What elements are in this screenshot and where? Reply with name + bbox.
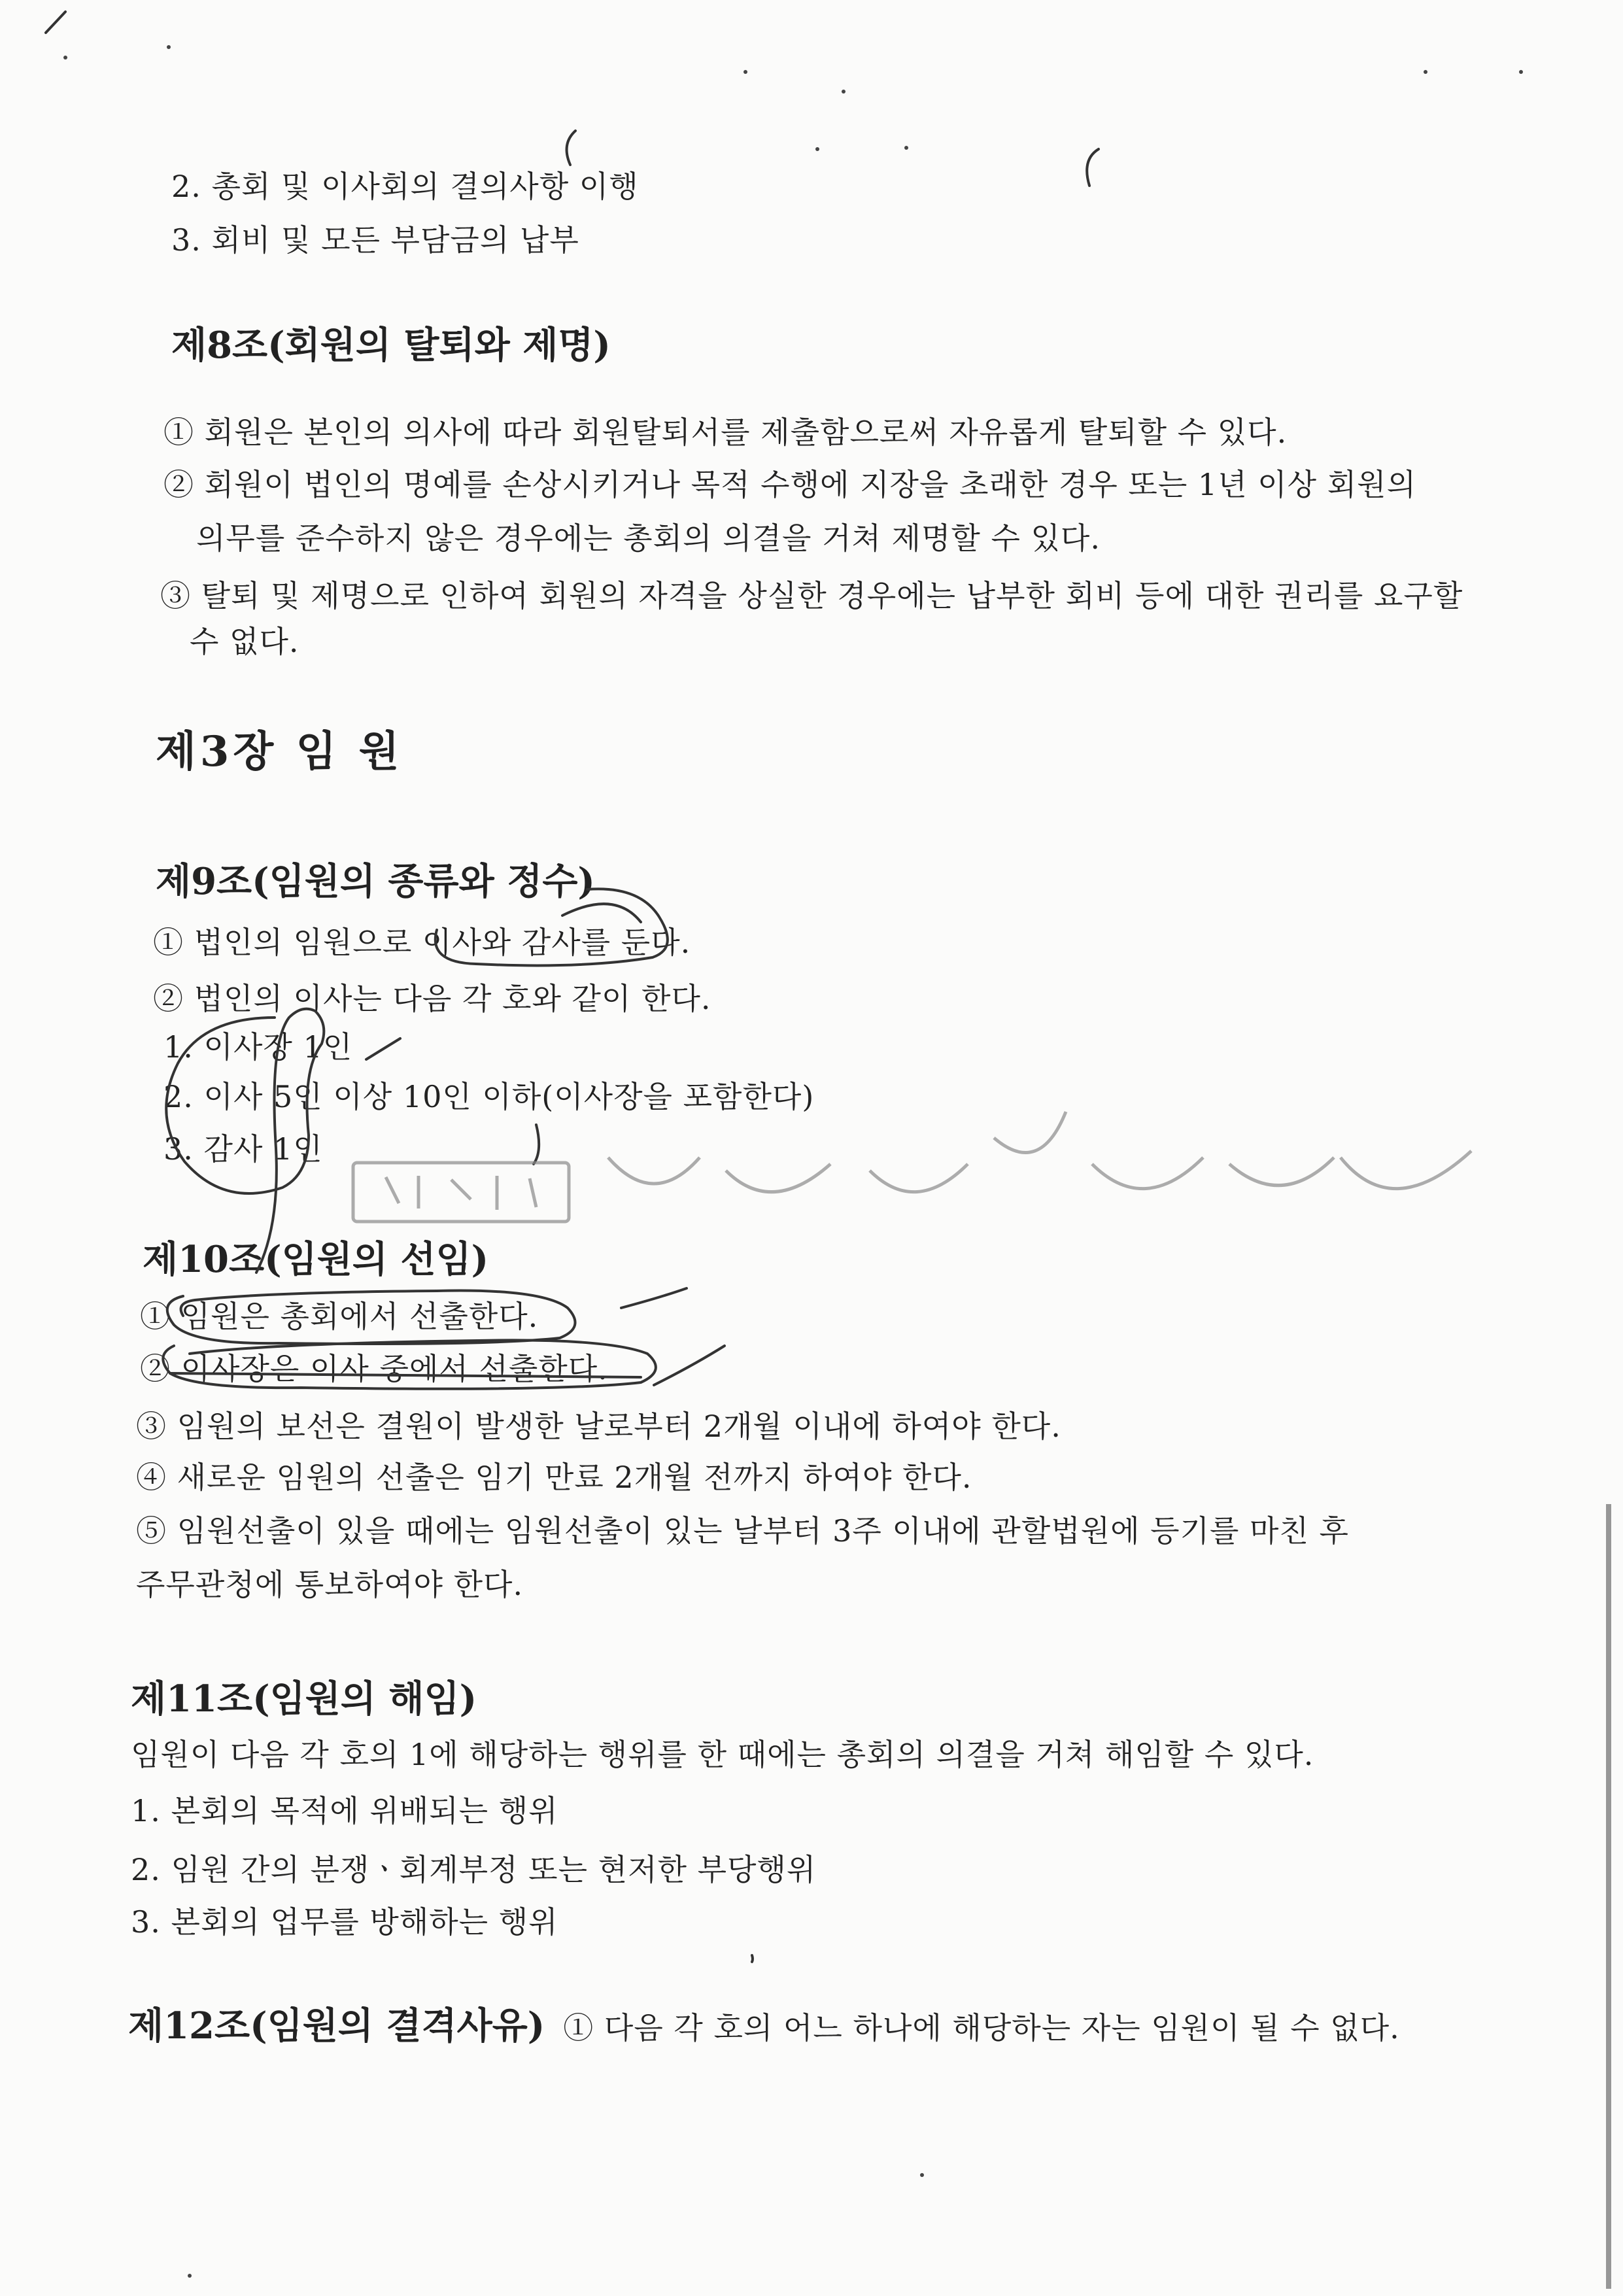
pen-mark [567, 131, 575, 165]
seal-stamp [353, 1163, 569, 1222]
article-12-title: 제12조(임원의 결격사유) [128, 2004, 545, 2048]
article-11-heading: 제11조(임원의 해임) [131, 1677, 477, 1721]
seal-stamp [608, 1157, 700, 1184]
pen-mark [1087, 149, 1099, 186]
article-12-text: ① 다음 각 호의 어느 하나에 해당하는 자는 임원이 될 수 없다. [563, 2010, 1400, 2046]
seal-stamp [1229, 1157, 1334, 1186]
article-9-line: 3. 감사 1인 [163, 1131, 323, 1167]
article-9-line: 1. 이사장 1인 [163, 1029, 353, 1065]
seal-stamp [994, 1112, 1066, 1153]
article-11-line: 임원이 다음 각 호의 1에 해당하는 행위를 한 때에는 총회의 의결을 거쳐 해임할 수 있다. [131, 1737, 1314, 1772]
article-10-line: ② 이사장은 이사 중에서 선출한다. [140, 1351, 608, 1386]
article-10-line: ⑤ 임원선출이 있을 때에는 임원선출이 있는 날부터 3주 이내에 관할법원에 등기를 마친 후 [136, 1513, 1349, 1549]
article-10-heading: 제10조(임원의 선임) [143, 1238, 489, 1281]
pen-tick [621, 1288, 687, 1308]
article-9-line: ② 법인의 이사는 다음 각 호와 같이 한다. [153, 981, 711, 1016]
article-11-line: 3. 본회의 업무를 방해하는 행위 [131, 1904, 558, 1940]
list-item: 2. 총회 및 이사회의 결의사항 이행 [171, 169, 639, 204]
pen-tick [366, 1038, 400, 1059]
article-8-heading: 제8조(회원의 탈퇴와 제명) [171, 324, 611, 367]
article-8-line: ② 회원이 법인의 명예를 손상시키거나 목적 수행에 지장을 초래한 경우 또는 1년 이상 회원의 [163, 467, 1417, 502]
seal-stamp [870, 1164, 968, 1192]
article-9-heading: 제9조(임원의 종류와 정수) [156, 860, 595, 903]
article-8-line: ③ 탈퇴 및 제명으로 인하여 회원의 자격을 상실한 경우에는 납부한 회비 등에 대한 권리를 요구할 [160, 578, 1463, 613]
seal-stamp [1092, 1157, 1203, 1189]
pen-circle [436, 889, 668, 965]
article-11-line: 1. 본회의 목적에 위배되는 행위 [131, 1793, 558, 1828]
pen-mark [534, 1125, 539, 1164]
article-8-line: 수 없다. [190, 624, 299, 659]
stamp-impressions [353, 1112, 1471, 1222]
article-8-line: 의무를 준수하지 않은 경우에는 총회의 의결을 거쳐 제명할 수 있다. [196, 521, 1101, 556]
article-10-line: ① 임원은 총회에서 선출한다. [140, 1299, 539, 1334]
pen-loop [166, 1009, 324, 1273]
pen-scribble [46, 12, 65, 33]
article-10-line: ③ 임원의 보선은 결원이 발생한 날로부터 2개월 이내에 하여야 한다. [136, 1409, 1061, 1444]
pen-circle [167, 1291, 575, 1344]
seal-stamp [1341, 1151, 1471, 1189]
article-10-line: 주무관청에 통보하여야 한다. [136, 1567, 524, 1602]
article-11-line: 2. 임원 간의 분쟁ㆍ회계부정 또는 현저한 부당행위 [131, 1852, 817, 1887]
pen-underline [562, 904, 641, 922]
pen-tick [654, 1346, 725, 1385]
scan-noise [63, 45, 1523, 2278]
article-10-line: ④ 새로운 임원의 선출은 임기 만료 2개월 전까지 하여야 한다. [136, 1460, 972, 1495]
article-9-line: ① 법인의 임원으로 이사와 감사를 둔다. [153, 925, 691, 960]
article-9-line: 2. 이사 5인 이상 10인 이하(이사장을 포함한다) [163, 1079, 815, 1114]
pen-circle [163, 1340, 656, 1388]
list-item: 3. 회비 및 모든 부담금의 납부 [171, 222, 579, 258]
seal-stamp [726, 1164, 830, 1192]
pen-strike [170, 1373, 641, 1377]
scan-edge-shadow [1606, 1504, 1611, 2289]
pen-mark [752, 1955, 753, 1962]
article-8-line: ① 회원은 본인의 의사에 따라 회원탈퇴서를 제출함으로써 자유롭게 탈퇴할 수 있다. [163, 415, 1288, 450]
chapter-title: 제3장 임 원 [156, 727, 403, 776]
